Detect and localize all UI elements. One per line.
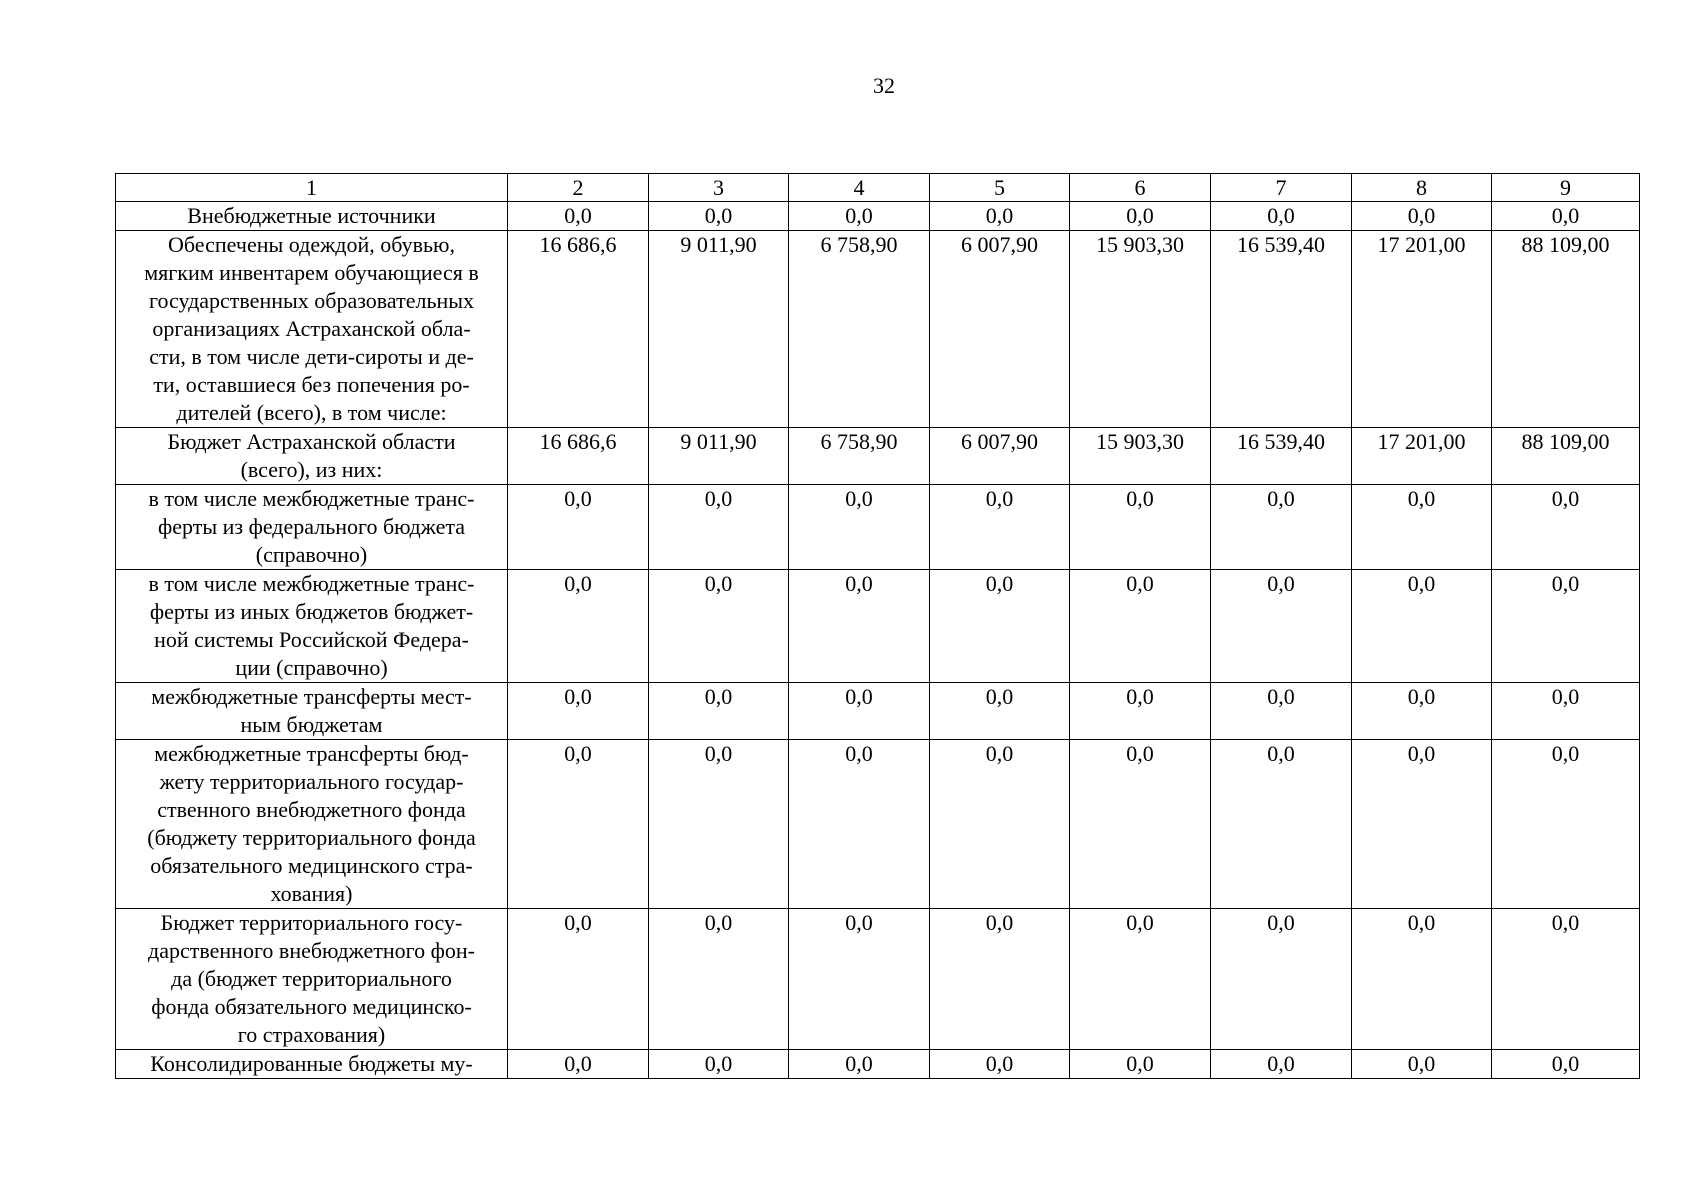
value-cell: 0,0 xyxy=(1211,740,1352,909)
row-label-line: межбюджетные трансферты бюд- xyxy=(154,741,469,766)
value-cell: 0,0 xyxy=(1352,683,1492,740)
table-row xyxy=(116,202,1640,231)
value-cell: 88 109,00 xyxy=(1492,428,1640,485)
value-cell: 0,0 xyxy=(1070,1050,1211,1079)
value-cell: 0,0 xyxy=(1211,1050,1352,1079)
value-cell: 6 758,90 xyxy=(789,231,930,428)
row-label-line: ным бюджетам xyxy=(240,712,383,737)
column-header: 3 xyxy=(649,174,789,202)
value-cell: 0,0 xyxy=(649,485,789,570)
value-cell: 0,0 xyxy=(1070,570,1211,683)
value-cell: 0,0 xyxy=(508,740,649,909)
budget-table xyxy=(115,173,1640,1079)
row-label-cell xyxy=(116,909,508,1050)
value-cell: 0,0 xyxy=(930,909,1070,1050)
row-label-line: сти, в том числе дети-сироты и де- xyxy=(149,344,474,369)
row-label-line: Обеспечены одеждой, обувью, xyxy=(168,232,455,257)
row-label-line: дарственного внебюджетного фон- xyxy=(148,938,475,963)
value-cell: 0,0 xyxy=(930,683,1070,740)
value-cell: 0,0 xyxy=(649,1050,789,1079)
value-cell: 0,0 xyxy=(1211,202,1352,231)
table-row xyxy=(116,909,1640,1050)
row-label-line: в том числе межбюджетные транс- xyxy=(148,571,475,596)
value-cell: 0,0 xyxy=(1492,1050,1640,1079)
row-label-line: межбюджетные трансферты мест- xyxy=(151,684,472,709)
row-label-line: дителей (всего), в том числе: xyxy=(176,400,447,425)
value-cell: 6 758,90 xyxy=(789,428,930,485)
value-cell: 0,0 xyxy=(649,202,789,231)
row-label-cell xyxy=(116,428,508,485)
row-label-cell xyxy=(116,570,508,683)
row-label-line: Бюджет территориального госу- xyxy=(160,910,463,935)
value-cell: 17 201,00 xyxy=(1352,231,1492,428)
value-cell: 16 686,6 xyxy=(508,428,649,485)
row-label-line: ферты из федерального бюджета xyxy=(157,514,466,539)
value-cell: 0,0 xyxy=(649,909,789,1050)
value-cell: 16 539,40 xyxy=(1211,428,1352,485)
value-cell: 0,0 xyxy=(1352,485,1492,570)
row-label-line: фонда обязательного медицинско- xyxy=(151,994,472,1019)
table-row xyxy=(116,428,1640,485)
value-cell: 6 007,90 xyxy=(930,231,1070,428)
value-cell: 0,0 xyxy=(508,683,649,740)
table-row xyxy=(116,683,1640,740)
value-cell: 0,0 xyxy=(1070,909,1211,1050)
table-row xyxy=(116,231,1640,428)
value-cell: 0,0 xyxy=(1492,740,1640,909)
row-label-cell xyxy=(116,485,508,570)
value-cell: 0,0 xyxy=(1070,202,1211,231)
column-header: 9 xyxy=(1492,174,1640,202)
value-cell: 0,0 xyxy=(1492,485,1640,570)
row-label-line: Консолидированные бюджеты му- xyxy=(150,1051,473,1076)
value-cell: 0,0 xyxy=(930,570,1070,683)
value-cell: 0,0 xyxy=(649,570,789,683)
value-cell: 0,0 xyxy=(508,202,649,231)
row-label-line: да (бюджет территориального xyxy=(171,966,452,991)
value-cell: 0,0 xyxy=(1352,909,1492,1050)
value-cell: 9 011,90 xyxy=(649,231,789,428)
table-row xyxy=(116,740,1640,909)
value-cell: 0,0 xyxy=(508,485,649,570)
value-cell: 0,0 xyxy=(930,202,1070,231)
row-label-line: Внебюджетные источники xyxy=(187,203,436,228)
value-cell: 6 007,90 xyxy=(930,428,1070,485)
value-cell: 0,0 xyxy=(1352,570,1492,683)
value-cell: 0,0 xyxy=(508,909,649,1050)
page-number: 32 xyxy=(873,73,895,98)
value-cell: 0,0 xyxy=(1352,740,1492,909)
table-header-row xyxy=(116,174,1640,202)
row-label-cell xyxy=(116,683,508,740)
row-label-line: ной системы Российской Федера- xyxy=(154,627,469,652)
row-label-line: обязательного медицинского стра- xyxy=(150,853,473,878)
value-cell: 0,0 xyxy=(649,683,789,740)
table-body xyxy=(116,202,1640,1079)
column-header: 8 xyxy=(1352,174,1492,202)
column-header: 4 xyxy=(789,174,930,202)
row-label-line: Бюджет Астраханской области xyxy=(167,429,456,454)
row-label-line: (бюджету территориального фонда xyxy=(147,825,476,850)
value-cell: 16 539,40 xyxy=(1211,231,1352,428)
row-label-line: организациях Астраханской обла- xyxy=(152,316,471,341)
row-label-line: в том числе межбюджетные транс- xyxy=(148,486,475,511)
value-cell: 0,0 xyxy=(930,1050,1070,1079)
row-label-cell xyxy=(116,202,508,231)
table-row xyxy=(116,485,1640,570)
value-cell: 15 903,30 xyxy=(1070,428,1211,485)
column-header: 2 xyxy=(508,174,649,202)
row-label-cell xyxy=(116,740,508,909)
value-cell: 0,0 xyxy=(1211,683,1352,740)
row-label-line: ти, оставшиеся без попечения ро- xyxy=(153,372,470,397)
value-cell: 0,0 xyxy=(1070,740,1211,909)
value-cell: 0,0 xyxy=(789,1050,930,1079)
column-header: 1 xyxy=(116,174,508,202)
value-cell: 0,0 xyxy=(789,570,930,683)
table-row xyxy=(116,1050,1640,1079)
row-label-line: ции (справочно) xyxy=(235,655,388,680)
value-cell: 0,0 xyxy=(930,485,1070,570)
row-label-line: мягким инвентарем обучающиеся в xyxy=(144,260,479,285)
value-cell: 0,0 xyxy=(1070,485,1211,570)
value-cell: 0,0 xyxy=(649,740,789,909)
value-cell: 16 686,6 xyxy=(508,231,649,428)
value-cell: 0,0 xyxy=(1211,570,1352,683)
row-label-line: хования) xyxy=(270,881,353,906)
value-cell: 17 201,00 xyxy=(1352,428,1492,485)
value-cell: 0,0 xyxy=(789,683,930,740)
row-label-line: жету территориального государ- xyxy=(159,769,464,794)
value-cell: 0,0 xyxy=(1352,1050,1492,1079)
row-label-line: (справочно) xyxy=(255,542,368,567)
value-cell: 0,0 xyxy=(1492,683,1640,740)
table-row xyxy=(116,570,1640,683)
value-cell: 0,0 xyxy=(508,1050,649,1079)
column-header: 6 xyxy=(1070,174,1211,202)
value-cell: 88 109,00 xyxy=(1492,231,1640,428)
value-cell: 9 011,90 xyxy=(649,428,789,485)
value-cell: 0,0 xyxy=(1492,909,1640,1050)
value-cell: 0,0 xyxy=(789,202,930,231)
row-label-cell xyxy=(116,231,508,428)
value-cell: 0,0 xyxy=(1492,570,1640,683)
row-label-line: ственного внебюджетного фонда xyxy=(157,797,466,822)
value-cell: 0,0 xyxy=(789,740,930,909)
value-cell: 0,0 xyxy=(1211,909,1352,1050)
value-cell: 15 903,30 xyxy=(1070,231,1211,428)
row-label-line: государственных образовательных xyxy=(148,288,475,313)
value-cell: 0,0 xyxy=(789,909,930,1050)
value-cell: 0,0 xyxy=(930,740,1070,909)
row-label-line: го страхования) xyxy=(237,1022,386,1047)
value-cell: 0,0 xyxy=(1070,683,1211,740)
value-cell: 0,0 xyxy=(1211,485,1352,570)
row-label-cell xyxy=(116,1050,508,1079)
value-cell: 0,0 xyxy=(789,485,930,570)
value-cell: 0,0 xyxy=(1492,202,1640,231)
row-label-line: (всего), из них: xyxy=(240,457,383,482)
column-header: 7 xyxy=(1211,174,1352,202)
value-cell: 0,0 xyxy=(1352,202,1492,231)
row-label-line: ферты из иных бюджетов бюджет- xyxy=(149,599,474,624)
value-cell: 0,0 xyxy=(508,570,649,683)
column-header: 5 xyxy=(930,174,1070,202)
